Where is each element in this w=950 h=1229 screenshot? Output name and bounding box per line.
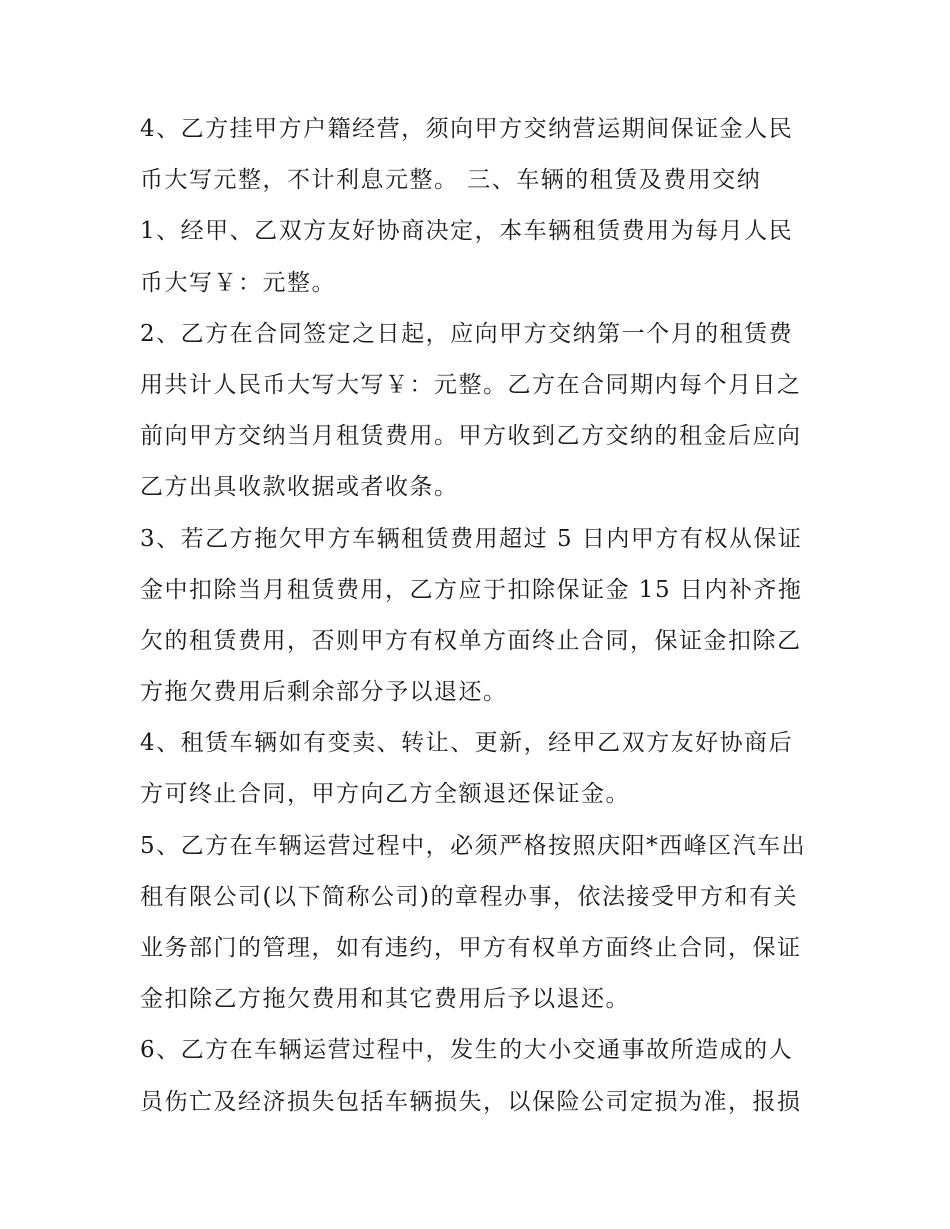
text-line: 方可终止合同，甲方向乙方全额退还保证金。 xyxy=(140,781,630,808)
text-line: 前向甲方交纳当月租赁费用。甲方收到乙方交纳的租金后应向 xyxy=(140,423,802,450)
text-line: 方拖欠费用后剩余部分予以退还。 xyxy=(140,679,508,706)
text-line: 欠的租赁费用，否则甲方有权单方面终止合同，保证金扣除乙 xyxy=(140,627,802,654)
document-page xyxy=(140,104,820,1128)
text-line: 5、乙方在车辆运营过程中，必须严格按照庆阳*西峰区汽车出 xyxy=(140,832,807,859)
text-line: 币大写￥：元整。 xyxy=(140,269,336,296)
text-line: 6、乙方在车辆运营过程中，发生的大小交通事故所造成的人 xyxy=(140,1037,794,1064)
text-line: 币大写元整，不计利息元整。 三、车辆的租赁及费用交纳 xyxy=(140,167,762,194)
text-line: 4、乙方挂甲方户籍经营，须向甲方交纳营运期间保证金人民 xyxy=(140,116,794,142)
text-line: 1、经甲、乙双方友好协商决定，本车辆租赁费用为每月人民 xyxy=(140,218,794,245)
text-line: 员伤亡及经济损失包括车辆损失，以保险公司定损为准，报损 xyxy=(140,1088,802,1115)
text-line: 3、若乙方拖欠甲方车辆租赁费用超过 5 日内甲方有权从保证 xyxy=(140,525,803,552)
text-line: 金扣除乙方拖欠费用和其它费用后予以退还。 xyxy=(140,986,630,1013)
text-line: 业务部门的管理，如有违约，甲方有权单方面终止合同，保证 xyxy=(140,935,802,961)
text-line: 乙方出具收款收据或者收条。 xyxy=(140,474,459,501)
text-line: 金中扣除当月租赁费用，乙方应于扣除保证金 15 日内补齐拖 xyxy=(140,576,803,603)
text-line: 用共计人民币大写大写￥：元整。乙方在合同期内每个月日之 xyxy=(140,371,802,398)
text-line: 租有限公司(以下简称公司)的章程办事，依法接受甲方和有关 xyxy=(140,883,798,910)
text-line: 4、租赁车辆如有变卖、转让、更新，经甲乙双方友好协商后 xyxy=(140,730,794,757)
text-line: 2、乙方在合同签定之日起，应向甲方交纳第一个月的租赁费 xyxy=(140,320,794,347)
